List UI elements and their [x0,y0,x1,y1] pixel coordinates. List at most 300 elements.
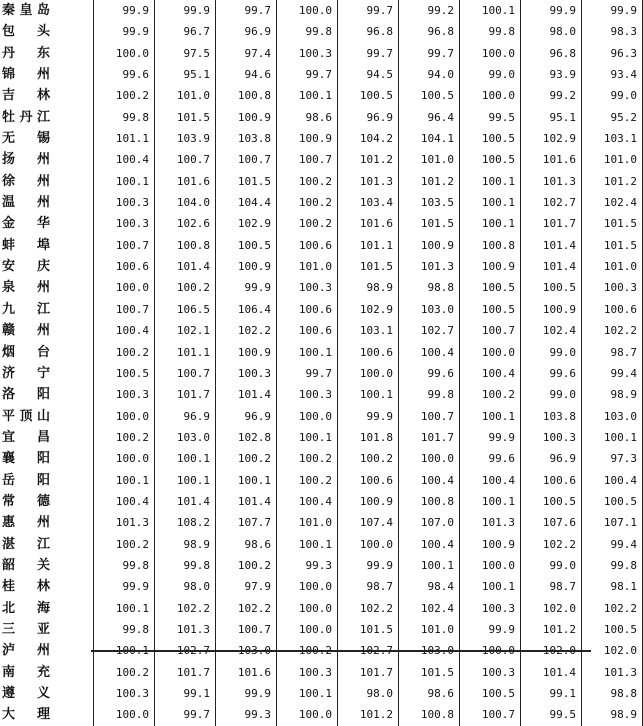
index-value-cell: 99.8 [94,555,155,576]
index-value-cell: 98.9 [582,704,643,725]
city-name-char: 州 [36,643,50,659]
index-value-cell: 96.9 [216,406,277,427]
index-value-cell: 101.4 [216,384,277,405]
index-value-cell: 101.5 [582,213,643,234]
index-value-cell: 100.4 [399,342,460,363]
table-row [0,43,643,64]
city-name-char: 林 [36,88,50,104]
city-name-cell [0,491,94,512]
city-name-char: 岳 [2,472,16,488]
city-name-char: 台 [36,344,50,360]
city-name [2,534,50,555]
city-name-char: 北 [2,600,16,616]
city-name-char: 烟 [2,344,16,360]
city-name [2,64,50,85]
city-name [2,342,50,363]
index-value-cell: 99.8 [277,21,338,42]
table-row [0,448,643,469]
index-value-cell: 100.5 [460,128,521,149]
index-value-cell: 100.9 [216,342,277,363]
city-name-cell [0,0,94,21]
city-name [2,576,50,597]
city-name [2,107,50,128]
city-name-char: 阳 [36,387,50,403]
index-value-cell: 100.3 [277,662,338,683]
index-value-cell: 107.1 [582,512,643,533]
index-value-cell: 101.0 [399,619,460,640]
city-name-cell [0,256,94,277]
index-value-cell: 100.5 [460,149,521,170]
index-value-cell: 101.2 [582,171,643,192]
index-value-cell: 94.0 [399,64,460,85]
index-value-cell: 100.3 [277,277,338,298]
index-value-cell: 96.9 [521,448,582,469]
table-row [0,598,643,619]
index-value-cell: 100.2 [94,427,155,448]
table-row [0,299,643,320]
city-name [2,406,50,427]
index-value-cell: 101.6 [155,171,216,192]
index-value-cell: 99.9 [582,0,643,21]
index-value-cell: 100.6 [277,235,338,256]
index-value-cell: 102.9 [521,128,582,149]
city-name-cell [0,662,94,683]
index-value-cell: 100.7 [460,320,521,341]
index-value-cell: 99.0 [460,64,521,85]
city-name-char: 扬 [2,152,16,168]
index-value-cell: 99.8 [582,555,643,576]
city-name-cell [0,363,94,384]
index-value-cell: 100.2 [277,470,338,491]
city-name [2,598,50,619]
index-value-cell: 100.3 [216,363,277,384]
index-value-cell: 98.0 [521,21,582,42]
index-value-cell: 102.2 [582,320,643,341]
index-value-cell: 100.0 [460,85,521,106]
index-value-cell: 103.8 [521,406,582,427]
index-value-cell: 100.5 [399,85,460,106]
index-value-cell: 100.6 [521,470,582,491]
index-value-cell: 100.1 [460,406,521,427]
index-value-cell: 100.9 [216,107,277,128]
index-value-cell: 96.3 [582,43,643,64]
city-name-char: 平 [2,408,16,424]
index-value-cell: 103.8 [216,128,277,149]
index-value-cell: 102.8 [216,427,277,448]
index-value-cell: 101.4 [216,491,277,512]
city-name-cell [0,320,94,341]
index-value-cell: 96.8 [521,43,582,64]
table-row [0,192,643,213]
index-value-cell: 100.7 [399,406,460,427]
table-row [0,171,643,192]
index-value-cell: 99.9 [460,619,521,640]
index-value-cell: 100.8 [460,235,521,256]
index-value-cell: 99.2 [521,85,582,106]
city-name-char: 丹 [19,109,33,125]
city-name-cell [0,683,94,704]
index-value-cell: 99.7 [155,704,216,725]
city-name [2,85,50,106]
table-row [0,320,643,341]
index-value-cell: 101.3 [460,512,521,533]
index-value-cell: 100.3 [521,427,582,448]
index-value-cell: 102.2 [216,598,277,619]
index-value-cell: 100.8 [155,235,216,256]
index-value-cell: 99.9 [94,0,155,21]
index-value-cell: 100.2 [338,448,399,469]
index-value-cell: 97.4 [216,43,277,64]
index-value-cell: 103.5 [399,192,460,213]
index-value-cell: 101.2 [338,149,399,170]
index-value-cell: 101.0 [155,85,216,106]
city-name-char: 昌 [36,429,50,445]
city-name-char: 包 [2,24,16,40]
city-name [2,21,50,42]
city-name-char: 赣 [2,323,16,339]
index-value-cell: 99.6 [460,448,521,469]
table-row [0,406,643,427]
city-name-char: 金 [2,216,16,232]
index-value-cell: 100.8 [399,704,460,725]
index-value-cell: 99.8 [155,555,216,576]
city-name-char: 丹 [2,45,16,61]
index-value-cell: 99.9 [460,427,521,448]
city-name-char: 德 [36,493,50,509]
city-name [2,555,50,576]
index-value-cell: 101.4 [521,662,582,683]
city-name-char: 锦 [2,67,16,83]
index-value-cell: 100.9 [338,491,399,512]
index-value-cell: 100.7 [155,363,216,384]
city-name-char: 岛 [36,3,50,18]
table-row [0,21,643,42]
index-value-cell: 100.3 [277,384,338,405]
index-value-cell: 103.1 [582,128,643,149]
index-value-cell: 99.7 [338,43,399,64]
index-value-cell: 100.0 [277,704,338,725]
index-value-cell: 99.9 [338,555,399,576]
city-name-cell [0,598,94,619]
index-value-cell: 98.6 [399,683,460,704]
city-name [2,619,50,640]
index-value-cell: 100.9 [460,256,521,277]
index-value-cell: 101.5 [399,213,460,234]
city-name [2,149,50,170]
index-value-cell: 99.9 [338,406,399,427]
index-value-cell: 96.8 [399,21,460,42]
index-value-cell: 101.0 [582,256,643,277]
index-value-cell: 100.0 [94,43,155,64]
index-value-cell: 100.1 [94,470,155,491]
index-value-cell: 103.0 [155,427,216,448]
city-name-char: 阳 [36,451,50,467]
index-value-cell: 100.4 [582,470,643,491]
index-value-cell: 100.6 [338,342,399,363]
index-value-cell: 100.0 [277,406,338,427]
index-value-cell: 100.0 [338,363,399,384]
index-value-cell: 98.9 [338,277,399,298]
index-value-cell: 100.1 [277,427,338,448]
index-value-cell: 107.4 [338,512,399,533]
index-value-cell: 100.6 [94,256,155,277]
index-value-cell: 102.9 [338,299,399,320]
index-value-cell: 100.2 [277,171,338,192]
index-value-cell: 100.5 [216,235,277,256]
index-value-cell: 99.4 [582,363,643,384]
index-value-cell: 100.9 [460,534,521,555]
index-value-cell: 100.6 [338,470,399,491]
index-value-cell: 100.1 [399,555,460,576]
index-value-cell: 98.0 [155,576,216,597]
index-value-cell: 98.3 [582,21,643,42]
city-name-cell [0,448,94,469]
index-value-cell: 100.3 [460,662,521,683]
index-value-cell: 100.2 [94,534,155,555]
city-name-cell [0,427,94,448]
city-name [2,43,50,64]
city-name-char: 江 [36,301,50,317]
city-name-char: 江 [36,536,50,552]
city-name-char: 顶 [19,408,33,424]
index-value-cell: 100.5 [521,277,582,298]
city-name-char: 无 [2,131,16,147]
index-value-cell: 98.0 [338,683,399,704]
city-name-char: 宁 [36,365,50,381]
index-value-cell: 99.7 [277,64,338,85]
city-name-char: 义 [36,686,50,701]
index-value-cell: 100.1 [460,576,521,597]
index-value-cell: 101.4 [521,256,582,277]
city-name-cell [0,235,94,256]
index-value-cell: 102.0 [582,640,643,661]
table-row [0,213,643,234]
index-value-cell: 95.1 [155,64,216,85]
city-name [2,320,50,341]
index-value-cell: 100.3 [94,192,155,213]
city-name [2,662,50,683]
index-value-cell: 100.4 [94,320,155,341]
city-name-cell [0,406,94,427]
index-value-cell: 102.2 [155,598,216,619]
index-value-cell: 102.2 [521,534,582,555]
table-row [0,555,643,576]
index-value-cell: 100.1 [582,427,643,448]
city-name [2,427,50,448]
city-name-char: 洛 [2,387,16,403]
index-value-cell: 101.5 [155,107,216,128]
index-value-cell: 100.0 [277,0,338,21]
index-value-cell: 102.4 [399,598,460,619]
index-value-cell: 100.6 [277,320,338,341]
index-value-cell: 99.6 [521,363,582,384]
index-value-cell: 99.3 [277,555,338,576]
city-name [2,256,50,277]
table-row [0,107,643,128]
index-value-cell: 103.0 [399,299,460,320]
index-value-cell: 100.1 [155,470,216,491]
index-value-cell: 99.8 [460,21,521,42]
index-value-cell: 100.2 [155,277,216,298]
city-name-char: 头 [36,24,50,40]
index-value-cell: 101.4 [155,256,216,277]
index-value-cell: 100.1 [277,683,338,704]
city-name-char: 江 [36,109,50,125]
index-value-cell: 100.5 [460,277,521,298]
city-name-cell [0,21,94,42]
index-value-cell: 100.1 [338,384,399,405]
city-name-char: 州 [36,323,50,339]
city-name-cell [0,149,94,170]
city-name-char: 桂 [2,579,16,595]
city-name [2,213,50,234]
index-value-cell: 98.7 [582,342,643,363]
city-name-cell [0,85,94,106]
index-value-cell: 101.2 [399,171,460,192]
index-value-cell: 100.7 [94,235,155,256]
city-name-cell [0,640,94,661]
city-name-char: 州 [36,195,50,211]
table-row [0,363,643,384]
index-value-cell: 98.9 [155,534,216,555]
city-name-char: 州 [36,173,50,189]
city-name-cell [0,192,94,213]
table-row [0,0,643,21]
index-value-cell: 100.0 [460,555,521,576]
index-value-cell: 100.4 [94,149,155,170]
index-value-cell: 101.5 [216,171,277,192]
city-name-char: 皇 [19,3,33,18]
index-value-cell: 99.5 [460,107,521,128]
index-value-cell: 100.3 [94,213,155,234]
index-value-cell: 107.0 [399,512,460,533]
city-name-char: 遵 [2,686,16,701]
index-value-cell: 100.2 [277,213,338,234]
city-name-char: 州 [36,280,50,296]
index-value-cell: 100.4 [399,470,460,491]
index-value-cell: 99.1 [155,683,216,704]
index-value-cell: 103.0 [582,406,643,427]
city-name-cell [0,43,94,64]
index-value-cell: 99.7 [216,0,277,21]
index-value-cell: 100.2 [277,448,338,469]
index-value-cell: 99.9 [216,277,277,298]
city-name [2,448,50,469]
city-name-cell [0,534,94,555]
index-value-cell: 99.5 [521,704,582,725]
city-name-char: 海 [36,600,50,616]
index-value-cell: 98.1 [582,576,643,597]
city-name-char: 山 [36,408,50,424]
index-value-cell: 101.0 [277,512,338,533]
city-name [2,512,50,533]
index-value-cell: 101.3 [399,256,460,277]
city-name-cell [0,64,94,85]
index-value-cell: 98.7 [521,576,582,597]
index-value-cell: 99.0 [582,85,643,106]
city-name-char: 州 [36,152,50,168]
city-name [2,640,50,661]
city-name [2,491,50,512]
index-value-cell: 100.1 [216,470,277,491]
index-value-cell: 101.6 [216,662,277,683]
index-value-cell: 99.4 [582,534,643,555]
table-row [0,470,643,491]
city-name-char: 州 [36,515,50,531]
index-value-cell: 102.6 [155,213,216,234]
city-name-char: 华 [36,216,50,232]
index-value-cell: 101.0 [399,149,460,170]
index-value-cell: 100.6 [582,299,643,320]
table-row [0,277,643,298]
city-name-char: 关 [36,557,50,573]
table-row [0,128,643,149]
index-value-cell: 101.6 [338,213,399,234]
index-value-cell: 100.2 [94,662,155,683]
city-name-char: 牡 [2,109,16,125]
index-value-cell: 100.0 [94,704,155,725]
index-value-cell: 103.4 [338,192,399,213]
index-value-cell: 104.2 [338,128,399,149]
index-value-cell: 99.3 [216,704,277,725]
city-name-char: 理 [36,707,50,723]
table-row [0,704,643,725]
table-bottom-rule [91,650,591,652]
table-row [0,256,643,277]
index-value-cell: 94.6 [216,64,277,85]
city-name-cell [0,171,94,192]
index-value-cell: 107.6 [521,512,582,533]
index-value-cell: 102.1 [155,320,216,341]
index-value-cell: 96.7 [155,21,216,42]
index-value-cell: 108.2 [155,512,216,533]
index-value-cell: 101.6 [521,149,582,170]
index-value-cell: 100.3 [582,277,643,298]
city-name [2,299,50,320]
table-row [0,149,643,170]
table-row [0,427,643,448]
index-value-cell: 101.4 [155,491,216,512]
index-value-cell: 99.0 [521,384,582,405]
city-name-char: 大 [2,707,16,723]
index-value-cell: 100.1 [460,213,521,234]
index-value-cell: 101.5 [338,619,399,640]
city-name-char: 亚 [36,621,50,637]
city-name-cell [0,576,94,597]
index-value-cell: 99.7 [277,363,338,384]
index-value-cell: 102.4 [521,320,582,341]
index-value-cell: 101.2 [521,619,582,640]
index-value-cell: 100.1 [460,171,521,192]
index-value-cell: 101.2 [338,704,399,725]
index-value-cell: 98.7 [338,576,399,597]
index-value-cell: 100.7 [155,149,216,170]
index-value-cell: 101.3 [582,662,643,683]
index-value-cell: 99.9 [94,21,155,42]
index-value-cell: 97.9 [216,576,277,597]
index-value-cell: 100.4 [460,363,521,384]
index-value-cell: 101.5 [582,235,643,256]
city-name-char: 庆 [36,259,50,275]
index-value-cell: 100.0 [277,598,338,619]
index-value-cell: 100.5 [460,683,521,704]
index-value-cell: 100.0 [460,342,521,363]
index-value-cell: 100.2 [216,555,277,576]
index-value-cell: 99.6 [399,363,460,384]
index-value-cell: 99.6 [94,64,155,85]
index-value-cell: 100.1 [460,192,521,213]
city-name [2,704,50,725]
